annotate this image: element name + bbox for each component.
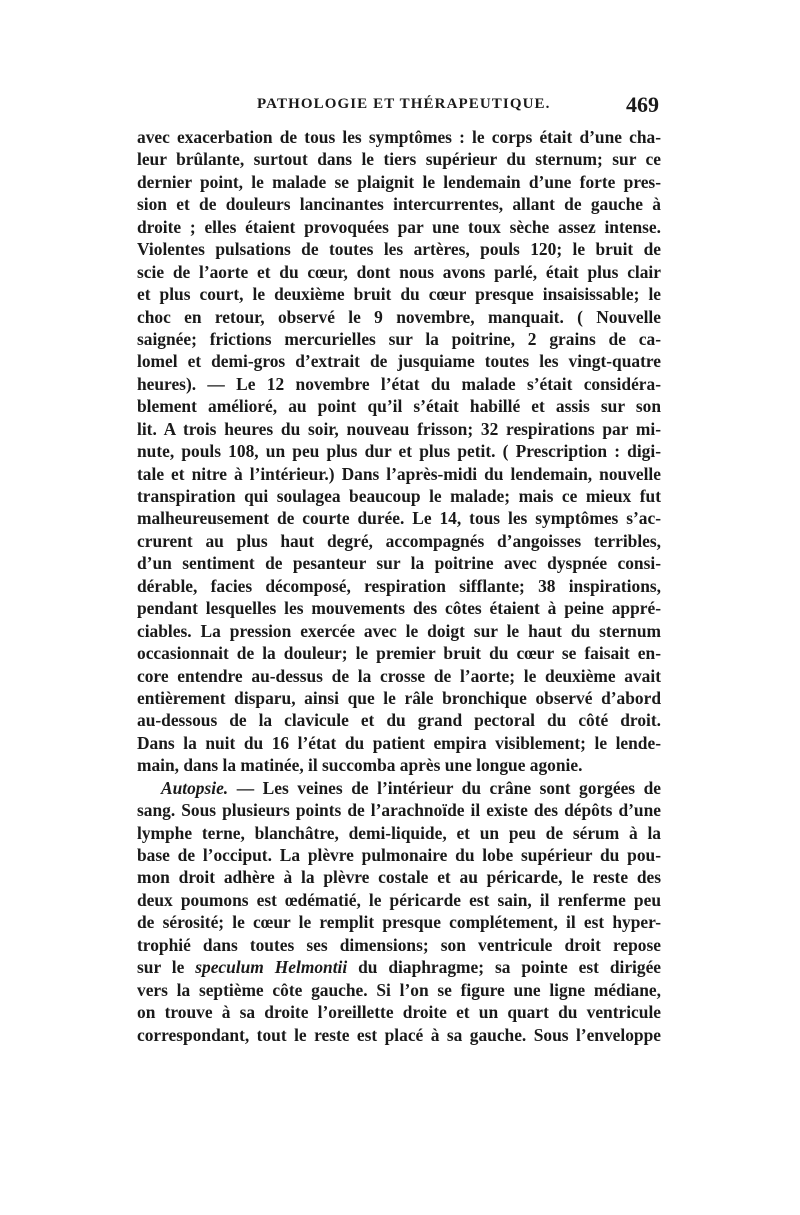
autopsy-label: Autopsie. [161,777,229,798]
text-line: lit. A trois heures du soir, nouveau frisson; 32 respirations par mi- [137,418,661,439]
autopsy-heading-line [137,777,661,799]
text-line: malheureusement de courte durée. Le 14, tous les symptômes s’ac- [137,508,661,529]
text-line: crurent au plus haut degré, accompagnés d’angoisses terribles, [137,530,661,551]
text-line: Dans la nuit du 16 l’état du patient empira visiblement; le lende- [137,732,661,753]
body-text [137,126,661,1046]
autopsy-first-line-text: — Les veines de l’intérieur du crâne sont gorgées de [228,777,661,798]
text-line: saignée; frictions mercurielles sur la poitrine, 2 grains de ca- [137,328,661,349]
text-line: d’un sentiment de pesanteur sur la poitrine avec dyspnée consi- [137,553,661,574]
text-line: scie de l’aorte et du cœur, dont nous avons parlé, était plus clair [137,261,661,282]
text-line: entièrement disparu, ainsi que le râle bronchique observé d’abord [137,687,661,708]
text-line: main, dans la matinée, il succomba après une longue agonie. [137,755,583,776]
text-line: choc en retour, observé le 9 novembre, manquait. ( Nouvelle [137,306,661,327]
text-line: vers la septième côte gauche. Si l’on se figure une ligne médiane, [137,979,661,1000]
text-line: lomel et demi-gros d’extrait de jusquiame toutes les vingt-quatre [137,351,661,372]
text-line: core entendre au-dessus de la crosse de l’aorte; le deuxième avait [137,665,661,686]
speculum-line-end: du diaphragme; sa pointe est dirigée [347,957,661,978]
speculum-term: speculum Helmontii [195,957,348,978]
text-line: au-dessous de la clavicule et du grand pectoral du côté droit. [137,710,661,731]
speculum-line-start: sur le [137,957,196,978]
text-line: pendant lesquelles les mouvements des côtes étaient à peine appré- [137,598,661,619]
text-line: tale et nitre à l’intérieur.) Dans l’après-midi du lendemain, nouvelle [137,463,661,484]
text-line: dernier point, le malade se plaignit le lendemain d’une forte pres- [137,171,661,192]
text-line: lymphe terne, blanchâtre, demi-liquide, et un peu de sérum à la [137,822,661,843]
text-line: on trouve à sa droite l’oreillette droite et un quart du ventricule [137,1002,661,1023]
text-line: Violentes pulsations de toutes les artères, pouls 120; le bruit de [137,239,661,260]
text-line: mon droit adhère à la plèvre costale et au péricarde, le reste des [137,867,661,888]
page-number: 469 [626,92,659,117]
running-header [137,92,659,120]
text-line: trophié dans toutes ses dimensions; son ventricule droit repose [137,934,661,955]
text-line: dérable, facies décomposé, respiration sifflante; 38 inspirations, [137,575,661,596]
text-line: heures). — Le 12 novembre l’état du malade s’était considéra- [137,373,661,394]
text-line: sang. Sous plusieurs points de l’arachnoïde il existe des dépôts d’une [137,800,661,821]
text-line: nute, pouls 108, un peu plus dur et plus petit. ( Prescription : digi- [137,441,661,462]
text-line: leur brûlante, surtout dans le tiers supérieur du sternum; sur ce [137,149,661,170]
text-line: ciables. La pression exercée avec le doigt sur le haut du sternum [137,620,661,641]
text-line: occasionnait de la douleur; le premier bruit du cœur se faisait en- [137,643,661,664]
text-line: base de l’occiput. La plèvre pulmonaire du lobe supérieur du pou- [137,845,661,865]
text-line: avec exacerbation de tous les symptômes : le corps était d’une cha- [137,127,661,147]
text-line: sion et de douleurs lancinantes intercurrentes, allant de gauche à [137,194,661,215]
speculum-line [137,956,661,978]
text-line: de sérosité; le cœur le remplit presque complétement, il est hyper- [137,912,661,933]
text-line: et plus court, le deuxième bruit du cœur presque insaisissable; le [137,284,661,305]
text-line: droite ; elles étaient provoquées par une toux sèche assez intense. [137,216,661,237]
text-line: transpiration qui soulagea beaucoup le malade; mais ce mieux fut [137,486,661,506]
running-title: PATHOLOGIE ET THÉRAPEUTIQUE. [257,96,551,112]
text-line: deux poumons est œdématié, le péricarde est sain, il renferme peu [137,889,661,910]
text-line: blement amélioré, au point qu’il s’était habillé et assis sur son [137,396,661,417]
text-line: correspondant, tout le reste est placé à sa gauche. Sous l’enveloppe [137,1024,661,1045]
